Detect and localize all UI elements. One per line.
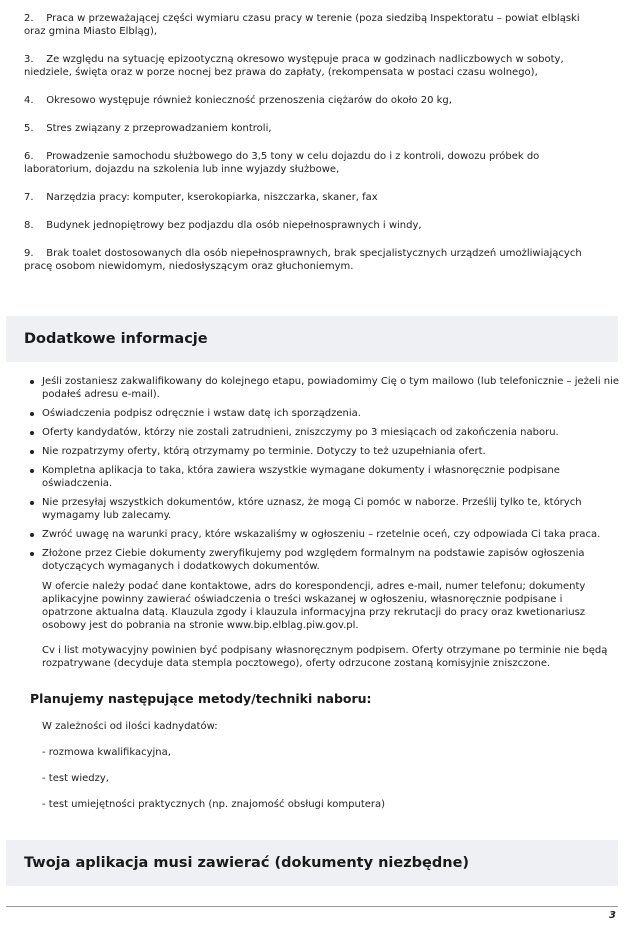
list-item: Zwróć uwagę na warunki pracy, które wskazaliśmy w ogłoszeniu – rzetelnie oceń, czy odpowiada Ci taka praca. (28, 528, 620, 541)
list-item: - test umiejętności praktycznych (np. znajomość obsługi komputera) (42, 799, 386, 810)
additional-info-list (28, 375, 620, 579)
list-item: Oświadczenia podpisz odręcznie i wstaw datę ich sporządzenia. (28, 407, 620, 420)
list-item: 7. Narzędzia pracy: komputer, kserokopiarka, niszczarka, skaner, fax (24, 192, 378, 203)
list-item: Oferty kandydatów, którzy nie zostali zatrudnieni, zniszczymy po 3 miesiącach od zakończenia naboru. (28, 426, 620, 439)
required-docs-header (6, 840, 618, 886)
list-item: 8. Budynek jednopiętrowy bez podjazdu dla osób niepełnosprawnych i windy, (24, 220, 422, 231)
footer-divider (6, 906, 618, 907)
methods-title: Planujemy następujące metody/techniki naboru: (30, 691, 372, 706)
list-item: Nie rozpatrzymy oferty, którą otrzymamy po terminie. Dotyczy to też uzupełniania ofert. (28, 445, 620, 458)
additional-info-paragraphs (42, 580, 614, 682)
list-item: W zależności od ilości kadnydatów: (42, 721, 218, 732)
list-item: - test wiedzy, (42, 773, 109, 784)
list-item: 9. Brak toalet dostosowanych dla osób niepełnosprawnych, brak specjalistycznych urządzeń umożliwiających pracę osobom niewidomym, niedosłyszącym oraz głuchoniemym. (24, 248, 582, 272)
page-number: 3 (609, 910, 616, 921)
list-item: 6. Prowadzenie samochodu służbowego do 3,5 tony w celu dojazdu do i z kontroli, dowozu próbek do laboratorium, dojazdu na szkolenia lub inne wyjazdy służbowe, (24, 151, 540, 175)
list-item: Złożone przez Ciebie dokumenty zweryfikujemy pod względem formalnym na podstawie zapisów ogłoszenia dotyczących wymaganych i dodatkowych dokumentów. (28, 547, 620, 573)
list-item: Jeśli zostaniesz zakwalifikowany do kolejnego etapu, powiadomimy Cię o tym mailowo (lub telefonicznie – jeżeli nie podałeś adresu e-mail). (28, 375, 620, 401)
list-item: 3. Ze względu na sytuację epizootyczną okresowo występuje praca w godzinach nadliczbowych w soboty, niedziele, święta oraz w porze nocnej bez prawa do zapłaty, (rekompensata w postaci czasu wolnego), (24, 54, 564, 78)
section-title: Dodatkowe informacje (24, 330, 208, 347)
list-item: 2. Praca w przeważającej części wymiaru czasu pracy w terenie (poza siedzibą Inspektoratu – powiat elbląski oraz gmina Miasto Elbląg), (24, 13, 580, 37)
methods-list (42, 720, 602, 824)
list-item: 5. Stres związany z przeprowadzaniem kontroli, (24, 123, 272, 134)
paragraph: Cv i list motywacyjny powinien być podpisany własnoręcznym podpisem. Oferty otrzymane po terminie nie będą rozpatrywane (decyduje data stempla pocztowego), oferty odrzucone zostaną komisyjnie zniszczone. (42, 645, 608, 669)
list-item: Kompletna aplikacja to taka, która zawiera wszystkie wymagane dokumenty i własnoręcznie podpisane oświadczenia. (28, 464, 620, 490)
paragraph: W ofercie należy podać dane kontaktowe, adrs do korespondencji, adres e-mail, numer telefonu; dokumenty aplikacyjne powinny zawierać oświadczenia o treści wskazanej w ogłoszeniu, własnoręcznie podpisane i opatrzone aktualna datą. Klauzula zgody i klauzula informacyjna przy rekrutacji do pracy oraz kwetionariusz osobowy jest do pobrania na stronie www.bip.elblag.piw.gov.pl. (42, 581, 586, 631)
list-item: - rozmowa kwalifikacyjna, (42, 747, 171, 758)
additional-info-header (6, 316, 618, 362)
list-item: Nie przesyłaj wszystkich dokumentów, które uznasz, że mogą Ci pomóc w naborze. Prześlij tylko te, których wymagamy lub zalecamy. (28, 496, 620, 522)
work-conditions-list (24, 12, 604, 288)
list-item: 4. Okresowo występuje również konieczność przenoszenia ciężarów do około 20 kg, (24, 95, 452, 106)
section-title: Twoja aplikacja musi zawierać (dokumenty niezbędne) (24, 854, 470, 871)
